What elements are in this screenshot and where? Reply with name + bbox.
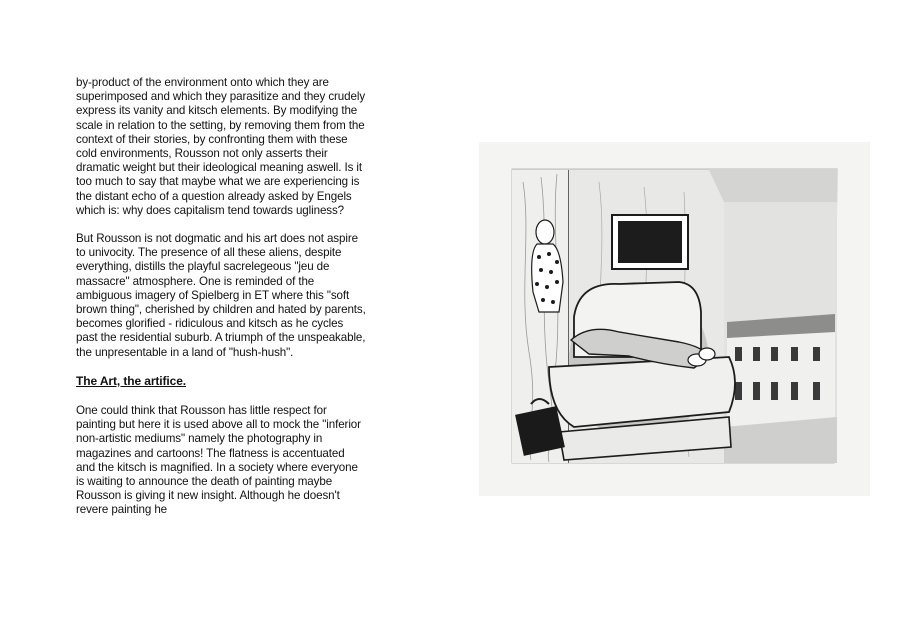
painting-photo [479, 142, 870, 496]
briefcase [515, 406, 565, 456]
tv-screen [618, 221, 682, 263]
standing-figure-head [536, 220, 554, 244]
article-paragraph-3: One could think that Rousson has little respect for painting but here it is used above all to mock the "inferior non-artistic mediums" namely the photography in magazines and cartoons! The flatness is accentuated and the kitsch is magnified. In a society where everyone is waiting to announce the death of painting maybe Rousson is giving it new insight. Although he doesn't revere painting he [76, 404, 361, 517]
article-paragraph-1: by-product of the environment onto which they are superimposed and which they parasitize and they crudely express its vanity and kitsch elements. By modifying the scale in relation to the setting, by removing them from the context of their stories, by confronting them with these cold environments, Rousson not only asserts their dramatic weight but their ideological meaning aswell. Is it too much to say that maybe what we are experiencing is the distant echo of a question already asked by Engels which is: why does capitalism tend towards ugliness? [76, 76, 366, 217]
article-text-column [76, 76, 366, 532]
painting-illustration [479, 142, 870, 496]
article-paragraph-2: But Rousson is not dogmatic and his art does not aspire to univocity. The presence of all these aliens, despite everything, distills the playful sacrelegeous "jeu de massacre" atmosphere. One is reminded of the ambiguous imagery of Spielberg in ET where this "soft brown thing", cherished by children and hated by parents, becomes glorified - ridiculous and kitsch as he cycles past the residential suburb. A triumph of the unspeakable, the unpresentable in a land of "hush-hush". [76, 232, 366, 359]
building-facade [727, 322, 835, 427]
section-heading: The Art, the artifice. [76, 373, 187, 388]
